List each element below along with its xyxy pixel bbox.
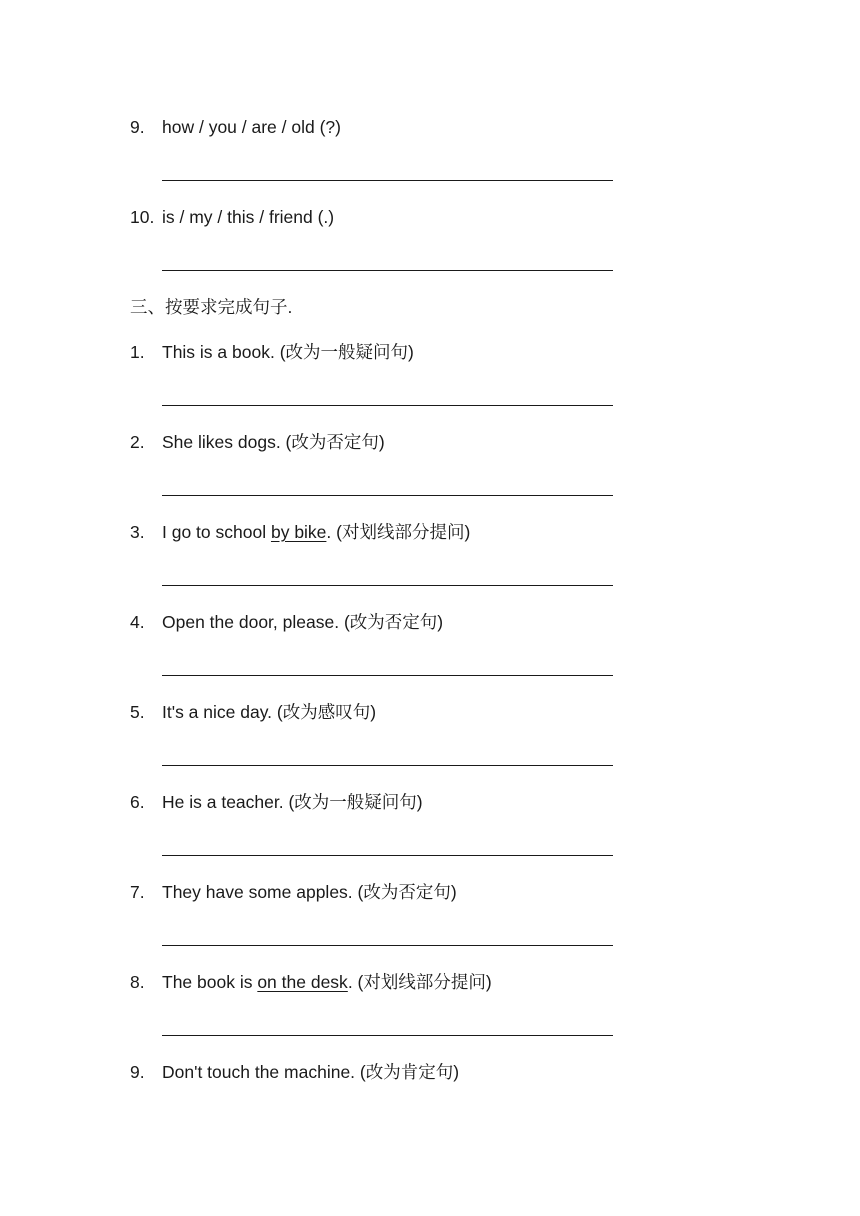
question-number: 9. — [130, 117, 145, 137]
question-text: is / my / this / friend (.) — [162, 207, 335, 227]
question-item — [130, 341, 414, 363]
question-text: The book is — [162, 972, 258, 992]
question-number: 9. — [130, 1062, 145, 1082]
question-text: This is a book. (改为一般疑问句) — [162, 342, 414, 362]
question-item — [130, 701, 376, 723]
answer-line[interactable] — [162, 1035, 613, 1036]
question-item — [130, 116, 341, 138]
question-text: Don't touch the machine. (改为肯定句) — [162, 1062, 460, 1082]
question-item — [130, 1061, 459, 1083]
question-number: 4. — [130, 612, 145, 632]
question-text: I go to school — [162, 522, 271, 542]
answer-line[interactable] — [162, 405, 613, 406]
answer-line[interactable] — [162, 495, 613, 496]
section-heading: 三、按要求完成句子. — [130, 297, 293, 317]
answer-line[interactable] — [162, 270, 613, 271]
answer-line[interactable] — [162, 675, 613, 676]
question-number: 1. — [130, 342, 145, 362]
question-instruction: . (对划线部分提问) — [347, 972, 492, 992]
answer-line[interactable] — [162, 180, 613, 181]
question-text: She likes dogs. (改为否定句) — [162, 432, 385, 452]
question-number: 7. — [130, 882, 145, 902]
question-item — [130, 611, 443, 633]
underlined-phrase: on the desk — [257, 972, 348, 992]
question-number: 10. — [130, 207, 155, 227]
answer-line[interactable] — [162, 945, 613, 946]
question-number: 8. — [130, 972, 145, 992]
question-number: 5. — [130, 702, 145, 722]
question-item — [130, 206, 334, 228]
question-instruction: . (对划线部分提问) — [326, 522, 471, 542]
question-text: He is a teacher. (改为一般疑问句) — [162, 792, 423, 812]
question-number: 3. — [130, 522, 145, 542]
question-text: It's a nice day. (改为感叹句) — [162, 702, 377, 722]
question-number: 6. — [130, 792, 145, 812]
answer-line[interactable] — [162, 765, 613, 766]
answer-line[interactable] — [162, 855, 613, 856]
question-text: They have some apples. (改为否定句) — [162, 882, 457, 902]
question-number: 2. — [130, 432, 145, 452]
answer-line[interactable] — [162, 585, 613, 586]
question-item — [130, 791, 423, 813]
question-text: how / you / are / old (?) — [162, 117, 341, 137]
question-item — [130, 521, 470, 543]
question-item — [130, 431, 385, 453]
underlined-phrase: by bike — [270, 522, 327, 542]
question-item — [130, 971, 492, 993]
question-item — [130, 881, 457, 903]
question-text: Open the door, please. (改为否定句) — [162, 612, 444, 632]
